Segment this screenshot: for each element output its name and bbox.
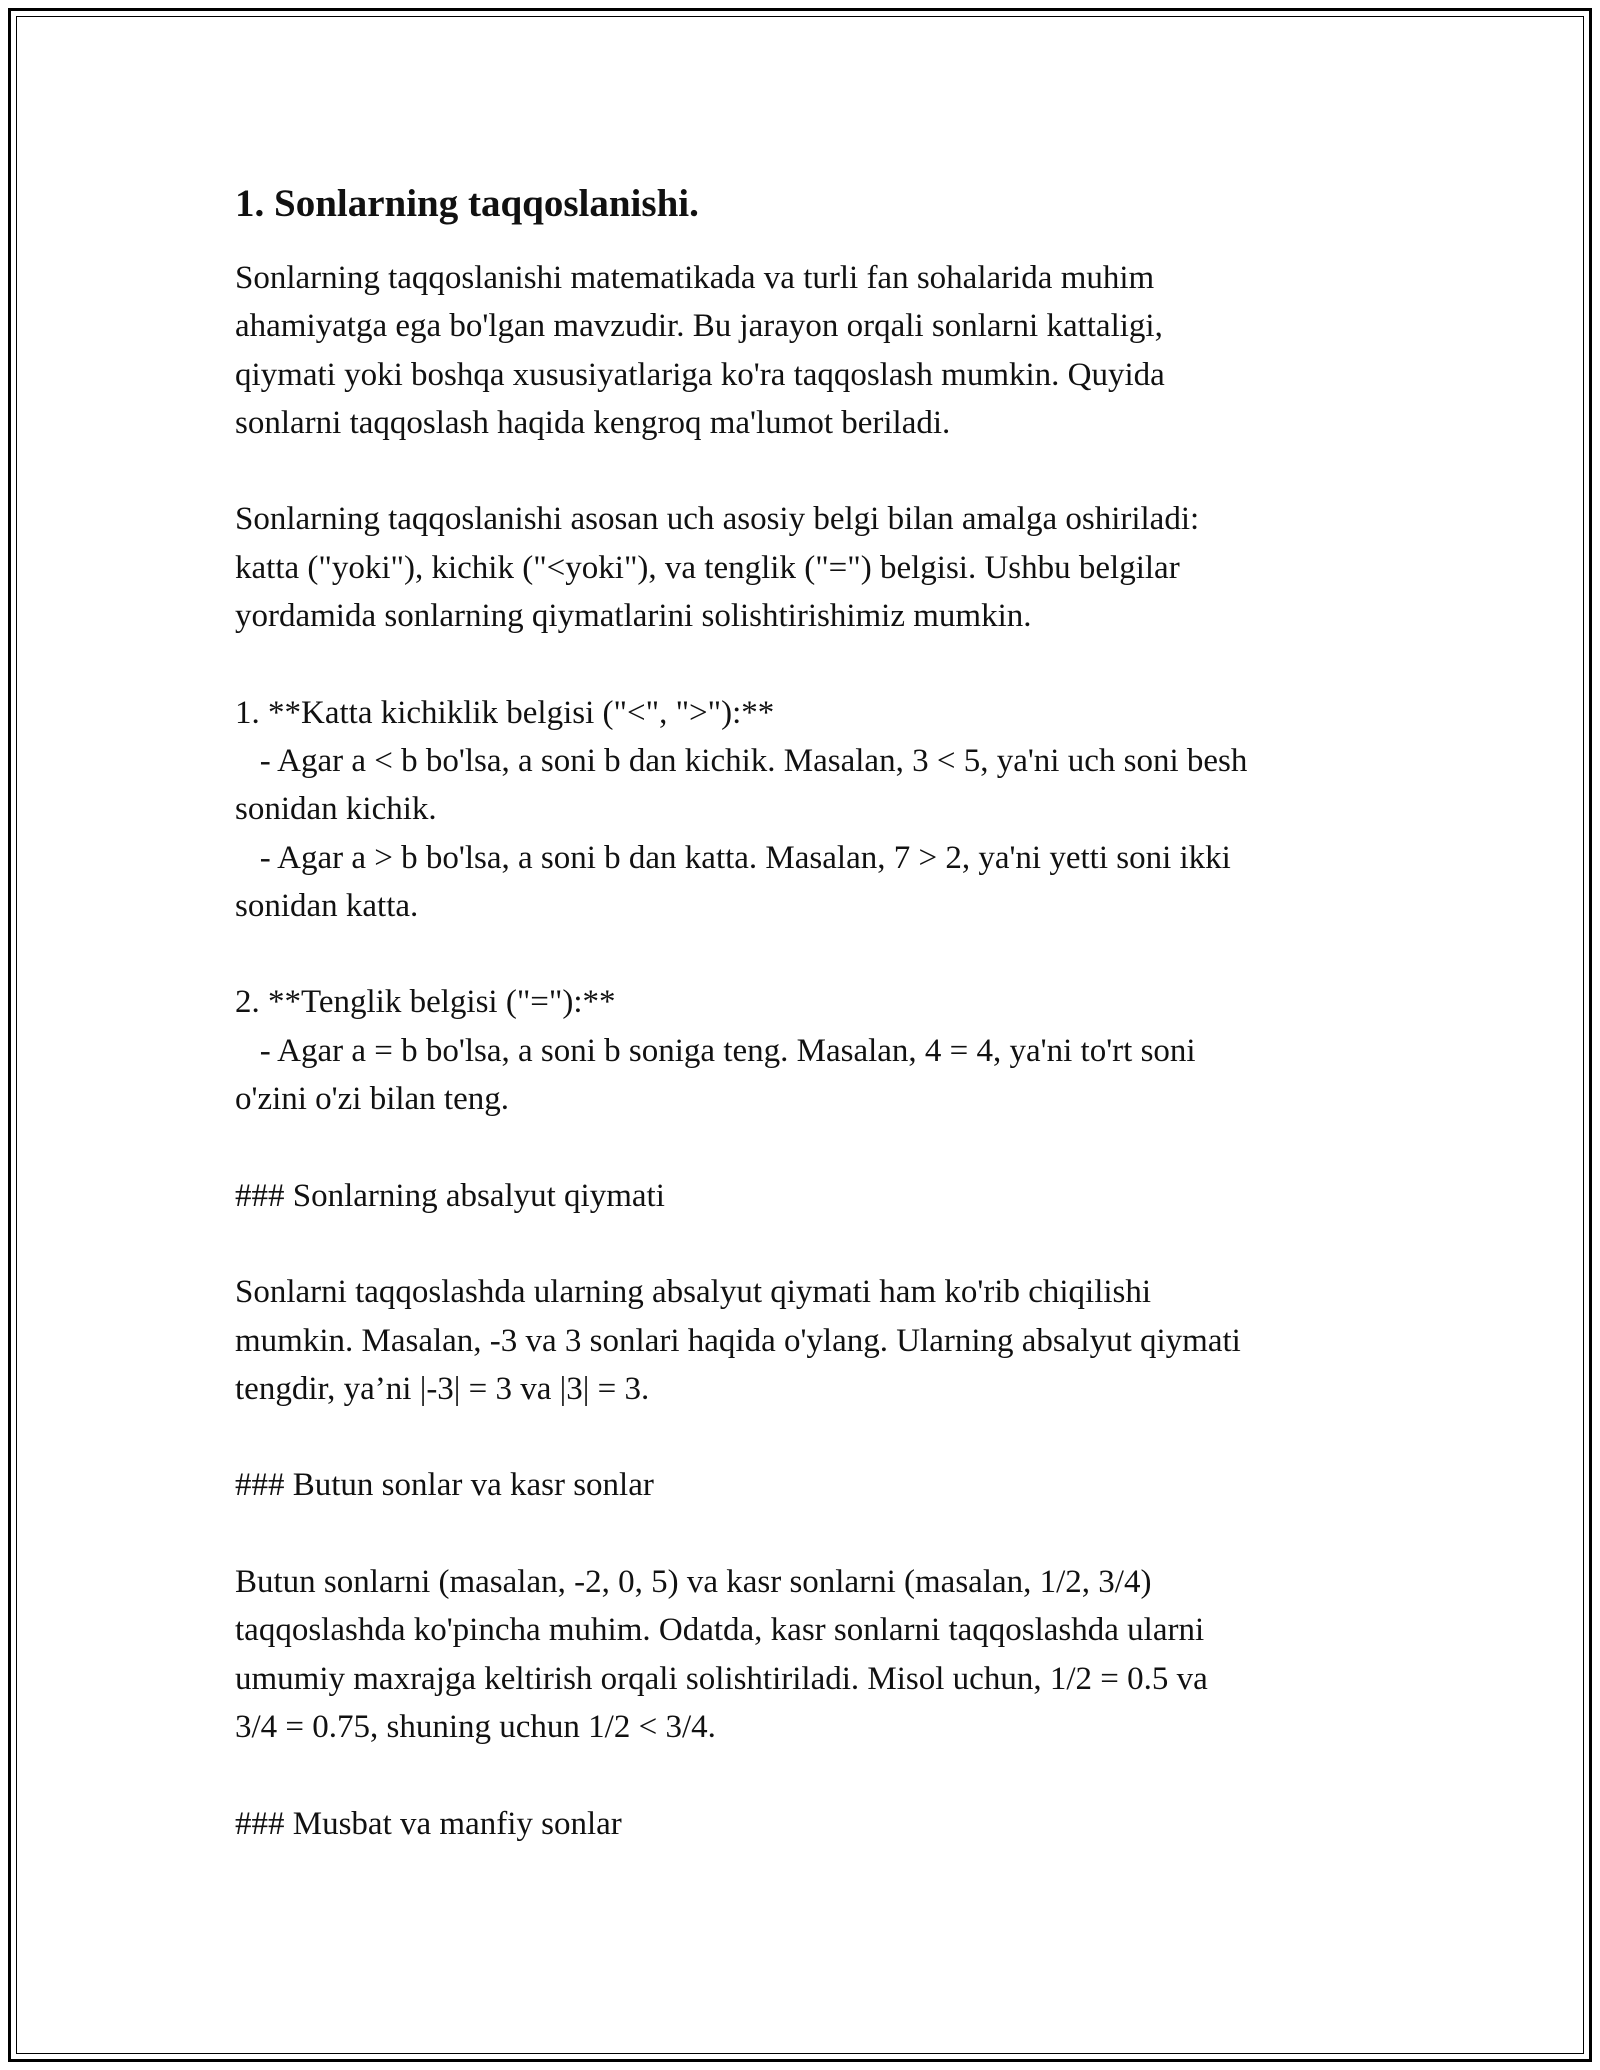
blank-line (235, 930, 1365, 978)
text-line: 3/4 = 0.75, shuning uchun 1/2 < 3/4. (235, 1708, 716, 1745)
text-line: Butun sonlarni (masalan, -2, 0, 5) va kasr sonlarni (masalan, 1/2, 3/4) (235, 1564, 1152, 1601)
text-line: sonidan katta. (235, 887, 419, 924)
text-line: yordamida sonlarning qiymatlarini solishtirishimiz mumkin. (235, 598, 1032, 635)
text-line: - Agar a < b bo'lsa, a soni b dan kichik. Masalan, 3 < 5, ya'ni uch soni besh (235, 742, 1248, 779)
text-line: tengdir, ya’ni |-3| = 3 va |3| = 3. (235, 1370, 650, 1407)
blank-line (235, 1220, 1365, 1268)
section-heading: ### Musbat va manfiy sonlar (235, 1805, 622, 1842)
document-text (235, 254, 1365, 1848)
text-line: Sonlarning taqqoslanishi asosan uch asosiy belgi bilan amalga oshiriladi: (235, 501, 1200, 538)
text-line: 1. **Katta kichiklik belgisi ("<", ">"):** (235, 694, 775, 731)
text-line: - Agar a = b bo'lsa, a soni b soniga teng. Masalan, 4 = 4, ya'ni to'rt soni (235, 1032, 1196, 1069)
section-heading: ### Butun sonlar va kasr sonlar (235, 1467, 654, 1504)
text-line: Sonlarni taqqoslashda ularning absalyut qiymati ham ko'rib chiqilishi (235, 1274, 1152, 1311)
section-heading: ### Sonlarning absalyut qiymati (235, 1177, 665, 1214)
blank-line (235, 447, 1365, 495)
text-line: qiymati yoki boshqa xususiyatlariga ko'ra taqqoslash mumkin. Quyida (235, 356, 1165, 393)
text-line: o'zini o'zi bilan teng. (235, 1081, 509, 1118)
document-title: 1. Sonlarning taqqoslanishi. (235, 182, 699, 225)
blank-line (235, 640, 1365, 688)
text-line: taqqoslashda ko'pincha muhim. Odatda, kasr sonlarni taqqoslashda ularni (235, 1612, 1205, 1649)
text-line: ahamiyatga ega bo'lgan mavzudir. Bu jarayon orqali sonlarni kattaligi, (235, 308, 1163, 345)
text-line: 2. **Tenglik belgisi ("="):** (235, 984, 616, 1021)
text-line: Sonlarning taqqoslanishi matematikada va turli fan sohalarida muhim (235, 260, 1155, 296)
blank-line (235, 1510, 1365, 1558)
blank-line (235, 1751, 1365, 1799)
blank-line (235, 1413, 1365, 1461)
text-line: - Agar a > b bo'lsa, a soni b dan katta. Masalan, 7 > 2, ya'ni yetti soni ikki (235, 839, 1231, 876)
text-line: sonlarni taqqoslash haqida kengroq ma'lumot beriladi. (235, 404, 951, 441)
text-line: umumiy maxrajga keltirish orqali solishtiriladi. Misol uchun, 1/2 = 0.5 va (235, 1660, 1208, 1697)
text-line: mumkin. Masalan, -3 va 3 sonlari haqida o'ylang. Ularning absalyut qiymati (235, 1322, 1241, 1359)
document-body (235, 180, 1365, 1848)
text-line: katta ("yoki"), kichik ("<yoki"), va tenglik ("=") belgisi. Ushbu belgilar (235, 549, 1180, 586)
blank-line (235, 1123, 1365, 1171)
text-line: sonidan kichik. (235, 791, 437, 828)
